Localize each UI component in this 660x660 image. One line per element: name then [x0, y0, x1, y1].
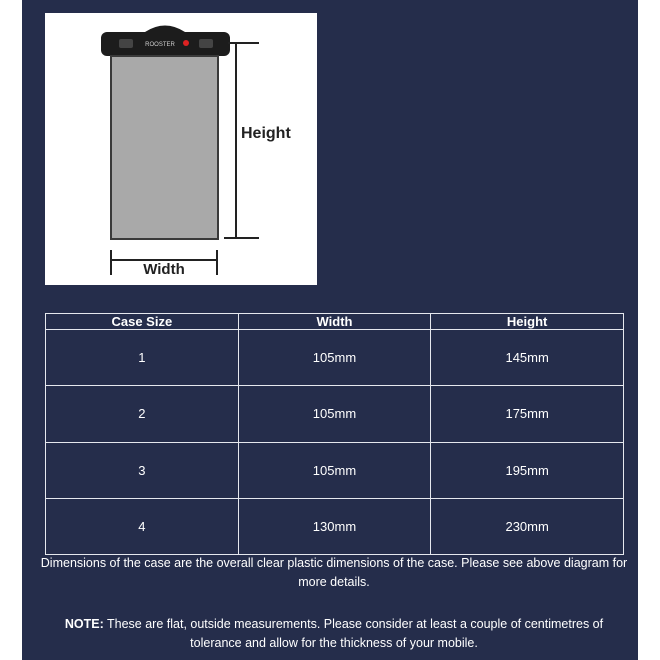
- cell-width: 105mm: [238, 386, 431, 442]
- table-row: [46, 386, 624, 442]
- cell-size: 1: [46, 330, 239, 386]
- header-width: Width: [238, 314, 431, 330]
- height-label: Height: [241, 125, 291, 142]
- case-body: [111, 56, 218, 239]
- cell-width: 130mm: [238, 498, 431, 554]
- width-label: Width: [143, 261, 185, 278]
- note-text: These are flat, outside measurements. Please consider at least a couple of centimetres of tolerance and allow for the thickness of your mobile.: [103, 617, 604, 650]
- cell-size: 4: [46, 498, 239, 554]
- cell-size: 2: [46, 386, 239, 442]
- case-size-table: [45, 313, 624, 555]
- brand-text: ROOSTER: [145, 42, 175, 48]
- case-dimension-diagram: [45, 13, 317, 285]
- dimensions-note: Dimensions of the case are the overall clear plastic dimensions of the case. Please see above diagram for more details.: [40, 556, 628, 589]
- cell-height: 195mm: [431, 442, 624, 498]
- cell-height: 175mm: [431, 386, 624, 442]
- measurement-note: [40, 615, 628, 653]
- table-row: [46, 330, 624, 386]
- table-row: [46, 498, 624, 554]
- case-clip: [101, 26, 230, 57]
- cell-height: 145mm: [431, 330, 624, 386]
- cell-size: 3: [46, 442, 239, 498]
- header-height: Height: [431, 314, 624, 330]
- note-label: NOTE:: [64, 617, 104, 631]
- cell-width: 105mm: [238, 330, 431, 386]
- header-case-size: Case Size: [46, 314, 239, 330]
- table-header-row: [46, 314, 624, 330]
- table-row: [46, 442, 624, 498]
- cell-height: 230mm: [431, 498, 624, 554]
- cell-width: 105mm: [238, 442, 431, 498]
